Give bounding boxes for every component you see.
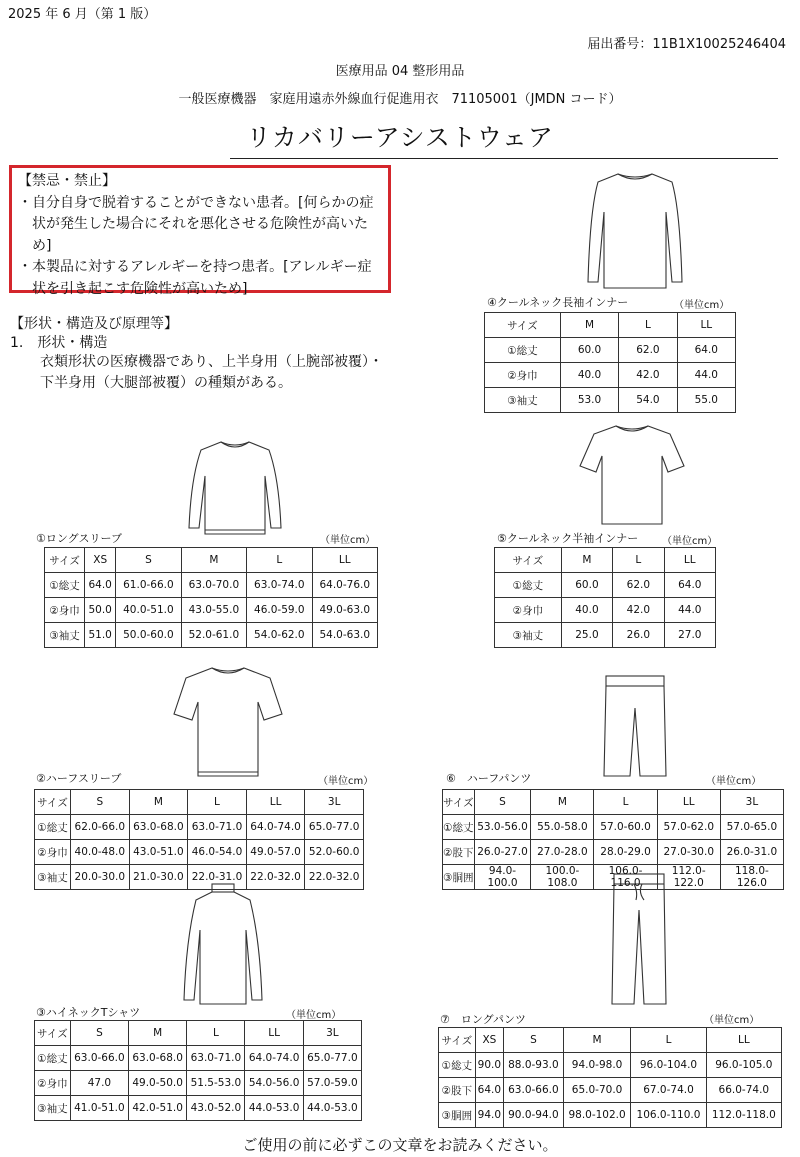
value-cell: 27.0 <box>664 623 715 648</box>
row-label-cell: ②股下 <box>439 1078 476 1103</box>
size-table-2 <box>34 789 364 890</box>
value-cell: 64.0 <box>475 1078 503 1103</box>
product-6-unit: （単位cm） <box>706 776 762 787</box>
value-cell: 54.0 <box>619 388 677 413</box>
value-cell: 112.0-122.0 <box>657 865 720 890</box>
header-cell: M <box>560 313 618 338</box>
value-cell: 27.0-28.0 <box>531 840 594 865</box>
table-row <box>495 573 716 598</box>
header-cell: L <box>594 790 657 815</box>
value-cell: 26.0 <box>613 623 664 648</box>
table-row <box>45 573 378 598</box>
table-row <box>35 840 364 865</box>
header-cell: L <box>619 313 677 338</box>
header-cell: S <box>71 790 130 815</box>
value-cell: 118.0-126.0 <box>720 865 783 890</box>
value-cell: 54.0-56.0 <box>245 1071 303 1096</box>
value-cell: 100.0-108.0 <box>531 865 594 890</box>
value-cell: 42.0 <box>619 363 677 388</box>
row-label-cell: ①総丈 <box>35 1046 71 1071</box>
value-cell: 44.0 <box>664 598 715 623</box>
table-header-row <box>443 790 784 815</box>
header-cell: L <box>631 1028 706 1053</box>
header-cell: サイズ <box>495 548 562 573</box>
header-cell: L <box>613 548 664 573</box>
value-cell: 94.0-98.0 <box>563 1053 631 1078</box>
header-cell: LL <box>706 1028 781 1053</box>
table-row <box>485 363 736 388</box>
value-cell: 55.0 <box>677 388 735 413</box>
value-cell: 94.0-100.0 <box>474 865 531 890</box>
value-cell: 42.0 <box>613 598 664 623</box>
product-4-name: ④クールネック長袖インナー <box>487 296 629 309</box>
header-cell: サイズ <box>35 790 71 815</box>
value-cell: 43.0-51.0 <box>129 840 188 865</box>
table-row <box>485 338 736 363</box>
header-cell: M <box>531 790 594 815</box>
category-line: 医療用品 04 整形用品 <box>335 64 465 79</box>
value-cell: 65.0-70.0 <box>563 1078 631 1103</box>
row-label-cell: ②身巾 <box>45 598 85 623</box>
value-cell: 60.0 <box>561 573 612 598</box>
table-header-row <box>439 1028 782 1053</box>
value-cell: 62.0 <box>619 338 677 363</box>
header-cell: LL <box>657 790 720 815</box>
value-cell: 112.0-118.0 <box>706 1103 781 1128</box>
table-row <box>35 865 364 890</box>
product-5-name: ⑤クールネック半袖インナー <box>497 532 639 545</box>
value-cell: 44.0-53.0 <box>245 1096 303 1121</box>
value-cell: 52.0-61.0 <box>181 623 246 648</box>
long-sleeve-shirt-icon <box>175 438 295 538</box>
value-cell: 57.0-59.0 <box>303 1071 361 1096</box>
value-cell: 28.0-29.0 <box>594 840 657 865</box>
row-label-cell: ②身巾 <box>35 1071 71 1096</box>
value-cell: 63.0-68.0 <box>129 815 188 840</box>
contraindication-box <box>9 165 391 297</box>
classification-line: 一般医療機器 家庭用遠赤外線血行促進用衣 71105001（JMDN コード） <box>178 92 622 107</box>
table-row <box>495 623 716 648</box>
header-cell: LL <box>312 548 377 573</box>
header-cell: サイズ <box>439 1028 476 1053</box>
row-label-cell: ①総丈 <box>443 815 475 840</box>
value-cell: 50.0-60.0 <box>116 623 181 648</box>
table-row <box>443 815 784 840</box>
value-cell: 106.0-116.0 <box>594 865 657 890</box>
value-cell: 40.0 <box>561 598 612 623</box>
table-header-row <box>35 1021 362 1046</box>
header-cell: サイズ <box>35 1021 71 1046</box>
size-table-5 <box>494 547 716 648</box>
value-cell: 62.0 <box>613 573 664 598</box>
table-row <box>45 623 378 648</box>
value-cell: 53.0 <box>560 388 618 413</box>
table-header-row <box>485 313 736 338</box>
row-label-cell: ②股下 <box>443 840 475 865</box>
value-cell: 26.0-31.0 <box>720 840 783 865</box>
row-label-cell: ③袖丈 <box>35 1096 71 1121</box>
value-cell: 51.5-53.0 <box>187 1071 245 1096</box>
value-cell: 90.0 <box>475 1053 503 1078</box>
header-cell: XS <box>85 548 116 573</box>
value-cell: 88.0-93.0 <box>504 1053 564 1078</box>
value-cell: 64.0-74.0 <box>245 1046 303 1071</box>
value-cell: 64.0 <box>664 573 715 598</box>
value-cell: 63.0-68.0 <box>129 1046 187 1071</box>
value-cell: 22.0-32.0 <box>246 865 305 890</box>
product-1-name: ①ロングスリーブ <box>36 532 122 545</box>
value-cell: 62.0-66.0 <box>71 815 130 840</box>
header-cell: 3L <box>720 790 783 815</box>
value-cell: 21.0-30.0 <box>129 865 188 890</box>
row-label-cell: ②身巾 <box>495 598 562 623</box>
value-cell: 106.0-110.0 <box>631 1103 706 1128</box>
value-cell: 63.0-66.0 <box>70 1046 128 1071</box>
value-cell: 63.0-74.0 <box>247 573 312 598</box>
row-label-cell: ①総丈 <box>495 573 562 598</box>
value-cell: 49.0-63.0 <box>312 598 377 623</box>
product-6-name: ⑥ ハーフパンツ <box>446 772 532 785</box>
header-cell: LL <box>677 313 735 338</box>
header-cell: XS <box>475 1028 503 1053</box>
value-cell: 57.0-65.0 <box>720 815 783 840</box>
value-cell: 63.0-70.0 <box>181 573 246 598</box>
table-header-row <box>45 548 378 573</box>
header-cell: 3L <box>303 1021 361 1046</box>
header-cell: LL <box>245 1021 303 1046</box>
section-description: 衣類形状の医療機器であり、上半身用（上腕部被覆）・下半身用（大腿部被覆）の種類がある。 <box>40 354 383 391</box>
row-label-cell: ③胴囲 <box>439 1103 476 1128</box>
row-label-cell: ②身巾 <box>485 363 561 388</box>
header-cell: S <box>70 1021 128 1046</box>
product-2-name: ②ハーフスリーブ <box>36 772 122 785</box>
footer-note: ご使用の前に必ずこの文章をお読みください。 <box>242 1136 558 1154</box>
row-label-cell: ③袖丈 <box>35 865 71 890</box>
contraindication-item: ・自分自身で脱着することができない患者。[何らかの症状が発生した場合にそれを悪化させる危険性が高いため] <box>18 194 374 254</box>
value-cell: 46.0-54.0 <box>188 840 247 865</box>
header-cell: M <box>181 548 246 573</box>
header-cell: M <box>563 1028 631 1053</box>
row-label-cell: ②身巾 <box>35 840 71 865</box>
contraindication-heading: 【禁忌・禁止】 <box>18 173 116 189</box>
value-cell: 57.0-60.0 <box>594 815 657 840</box>
row-label-cell: ③袖丈 <box>485 388 561 413</box>
contraindication-item: ・本製品に対するアレルギーを持つ患者。[アレルギー症状を引き起こす危険性が高いため] <box>18 259 372 297</box>
value-cell: 25.0 <box>561 623 612 648</box>
value-cell: 53.0-56.0 <box>474 815 531 840</box>
page-title: リカバリーアシストウェア <box>246 123 554 152</box>
value-cell: 26.0-27.0 <box>474 840 531 865</box>
table-row <box>35 1096 362 1121</box>
value-cell: 64.0-76.0 <box>312 573 377 598</box>
header-cell: L <box>247 548 312 573</box>
value-cell: 46.0-59.0 <box>247 598 312 623</box>
value-cell: 44.0 <box>677 363 735 388</box>
value-cell: 49.0-50.0 <box>129 1071 187 1096</box>
size-table-7 <box>438 1027 782 1128</box>
value-cell: 54.0-63.0 <box>312 623 377 648</box>
table-row <box>439 1103 782 1128</box>
product-3-name: ③ハイネックTシャツ <box>36 1006 141 1019</box>
header-cell: S <box>504 1028 564 1053</box>
row-label-cell: ①総丈 <box>45 573 85 598</box>
value-cell: 55.0-58.0 <box>531 815 594 840</box>
product-2-unit: （単位cm） <box>318 776 374 787</box>
half-pants-icon <box>600 672 670 782</box>
row-label-cell: ③袖丈 <box>45 623 85 648</box>
half-sleeve-shirt-icon <box>168 662 288 782</box>
header-cell: S <box>116 548 181 573</box>
value-cell: 67.0-74.0 <box>631 1078 706 1103</box>
value-cell: 64.0-74.0 <box>246 815 305 840</box>
row-label-cell: ③胴囲 <box>443 865 475 890</box>
header-cell: M <box>129 1021 187 1046</box>
product-5-unit: （単位cm） <box>662 536 718 547</box>
product-1-unit: （単位cm） <box>320 535 376 546</box>
product-7-name: ⑦ ロングパンツ <box>440 1013 526 1026</box>
header-cell: 3L <box>305 790 364 815</box>
size-table-4 <box>484 312 736 413</box>
size-table-6 <box>442 789 784 890</box>
header-cell: LL <box>246 790 305 815</box>
value-cell: 20.0-30.0 <box>71 865 130 890</box>
value-cell: 94.0 <box>475 1103 503 1128</box>
value-cell: 40.0-48.0 <box>71 840 130 865</box>
table-row <box>439 1053 782 1078</box>
section-heading: 【形状・構造及び原理等】 <box>10 316 178 332</box>
size-table-3 <box>34 1020 362 1121</box>
value-cell: 22.0-31.0 <box>188 865 247 890</box>
value-cell: 65.0-77.0 <box>305 815 364 840</box>
value-cell: 54.0-62.0 <box>247 623 312 648</box>
size-table-1 <box>44 547 378 648</box>
header-cell: サイズ <box>485 313 561 338</box>
value-cell: 52.0-60.0 <box>305 840 364 865</box>
value-cell: 60.0 <box>560 338 618 363</box>
table-row <box>485 388 736 413</box>
value-cell: 96.0-105.0 <box>706 1053 781 1078</box>
product-3-unit: （単位cm） <box>286 1010 342 1021</box>
row-label-cell: ①総丈 <box>439 1053 476 1078</box>
table-row <box>35 815 364 840</box>
table-row <box>45 598 378 623</box>
subsection-heading: 1. 形状・構造 <box>10 335 108 351</box>
header-cell: S <box>474 790 531 815</box>
value-cell: 63.0-71.0 <box>187 1046 245 1071</box>
header-cell: M <box>129 790 188 815</box>
header-cell: L <box>187 1021 245 1046</box>
value-cell: 51.0 <box>85 623 116 648</box>
value-cell: 65.0-77.0 <box>303 1046 361 1071</box>
value-cell: 64.0 <box>85 573 116 598</box>
value-cell: 90.0-94.0 <box>504 1103 564 1128</box>
value-cell: 40.0 <box>560 363 618 388</box>
row-label-cell: ③袖丈 <box>495 623 562 648</box>
notification-number: 届出番号：11B1X10025246404 <box>587 37 786 52</box>
value-cell: 98.0-102.0 <box>563 1103 631 1128</box>
header-cell: L <box>188 790 247 815</box>
row-label-cell: ①総丈 <box>485 338 561 363</box>
value-cell: 63.0-71.0 <box>188 815 247 840</box>
value-cell: 27.0-30.0 <box>657 840 720 865</box>
product-4-unit: （単位cm） <box>674 300 730 311</box>
value-cell: 41.0-51.0 <box>70 1096 128 1121</box>
table-header-row <box>35 790 364 815</box>
table-row <box>35 1046 362 1071</box>
title-underline <box>230 158 778 159</box>
header-cell: M <box>561 548 612 573</box>
table-row <box>443 840 784 865</box>
table-header-row <box>495 548 716 573</box>
short-sleeve-inner-icon <box>572 420 692 530</box>
row-label-cell: ①総丈 <box>35 815 71 840</box>
table-row <box>35 1071 362 1096</box>
table-row <box>443 865 784 890</box>
value-cell: 43.0-52.0 <box>187 1096 245 1121</box>
long-pants-icon <box>604 870 674 1010</box>
value-cell: 64.0 <box>677 338 735 363</box>
value-cell: 42.0-51.0 <box>129 1096 187 1121</box>
product-7-unit: （単位cm） <box>704 1015 760 1026</box>
header-cell: LL <box>664 548 715 573</box>
table-row <box>495 598 716 623</box>
value-cell: 66.0-74.0 <box>706 1078 781 1103</box>
value-cell: 49.0-57.0 <box>246 840 305 865</box>
long-sleeve-inner-icon <box>570 170 700 295</box>
edition-date: 2025 年 6 月（第 1 版） <box>8 7 157 22</box>
value-cell: 57.0-62.0 <box>657 815 720 840</box>
header-cell: サイズ <box>443 790 475 815</box>
value-cell: 22.0-32.0 <box>305 865 364 890</box>
value-cell: 47.0 <box>70 1071 128 1096</box>
high-neck-shirt-icon <box>178 880 268 1010</box>
value-cell: 44.0-53.0 <box>303 1096 361 1121</box>
value-cell: 61.0-66.0 <box>116 573 181 598</box>
header-cell: サイズ <box>45 548 85 573</box>
value-cell: 96.0-104.0 <box>631 1053 706 1078</box>
value-cell: 43.0-55.0 <box>181 598 246 623</box>
value-cell: 63.0-66.0 <box>504 1078 564 1103</box>
table-row <box>439 1078 782 1103</box>
value-cell: 40.0-51.0 <box>116 598 181 623</box>
value-cell: 50.0 <box>85 598 116 623</box>
